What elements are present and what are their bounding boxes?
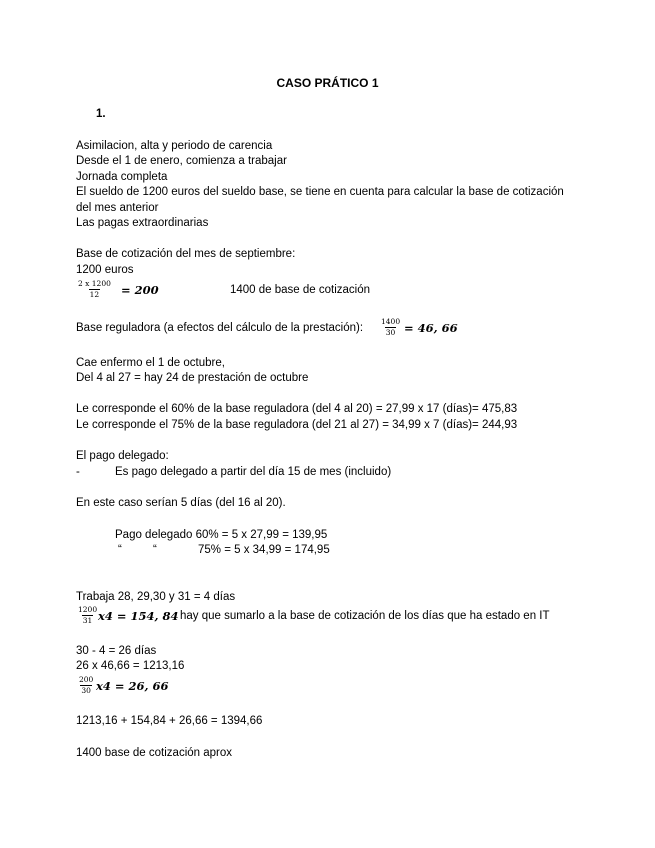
work-expression: x4 = 154, 84: [98, 609, 179, 623]
delegated-case: En este caso serían 5 días (del 16 al 20).: [76, 497, 286, 509]
intro-line: Asimilacion, alta y periodo de carencia: [76, 140, 273, 152]
fraction-denominator: 12: [89, 290, 100, 299]
bullet-dash: -: [76, 466, 80, 478]
days-line: 26 x 46,66 = 1213,16: [76, 660, 185, 672]
fraction-1200-31: [77, 606, 98, 625]
work-line: Trabaja 28, 29,30 y 31 = 4 días: [76, 591, 236, 603]
base-reguladora-text: Base reguladora (a efectos del cálculo de la prestación):: [76, 322, 364, 334]
fraction-numerator: 2 x 1200: [78, 279, 111, 288]
intro-line: Desde el 1 de enero, comienza a trabajar: [76, 155, 287, 167]
bullet-text: Es pago delegado a partir del día 15 de mes (incluido): [115, 466, 392, 478]
delegated-line: Pago delegado 60% = 5 x 27,99 = 139,95: [115, 529, 328, 541]
fraction-numerator: 1400: [381, 317, 401, 326]
illness-line: Del 4 al 27 = hay 24 de prestación de octubre: [76, 372, 309, 384]
fraction-denominator: 31: [82, 616, 93, 625]
item-number: 1.: [96, 108, 106, 120]
intro-line: El sueldo de 1200 euros del sueldo base, se tiene en cuenta para calcular la base de cotización: [76, 186, 564, 198]
delegated-line: 75% = 5 x 34,99 = 174,95: [198, 544, 330, 556]
intro-line: Las pagas extraordinarias: [76, 217, 209, 229]
days-line: 30 - 4 = 26 días: [76, 645, 157, 657]
fraction-2x1200-12: [77, 280, 112, 299]
base-sept-amount: 1200 euros: [76, 264, 134, 276]
fraction-1400-30: [380, 318, 401, 337]
fraction-result: = 200: [121, 283, 159, 297]
work-note: hay que sumarlo a la base de cotización de los días que ha estado en IT: [180, 610, 550, 622]
ditto-mark: “: [118, 544, 122, 556]
ditto-mark: “: [153, 544, 157, 556]
percent-line: Le corresponde el 75% de la base reguladora (del 21 al 27) = 34,99 x 7 (días)= 244,93: [76, 419, 518, 431]
days-expression: x4 = 26, 66: [96, 679, 169, 693]
fraction-200-30: [78, 676, 94, 695]
page-title: CASO PRÁTICO 1: [276, 76, 379, 90]
fraction-numerator: 200: [79, 675, 94, 684]
delegated-heading: El pago delegado:: [76, 450, 169, 462]
approx-line: 1400 base de cotización aprox: [76, 747, 232, 759]
fraction-denominator: 30: [385, 328, 396, 337]
percent-line: Le corresponde el 60% de la base reguladora (del 4 al 20) = 27,99 x 17 (días)= 475,83: [76, 403, 518, 415]
fraction-numerator: 1200: [78, 605, 98, 614]
base-sept-heading: Base de cotización del mes de septiembre:: [76, 248, 296, 260]
total-line: 1213,16 + 154,84 + 26,66 = 1394,66: [76, 715, 263, 727]
intro-line: Jornada completa: [76, 171, 168, 183]
fraction-denominator: 30: [81, 686, 91, 695]
base-sept-note: 1400 de base de cotización: [230, 284, 371, 296]
intro-line: del mes anterior: [76, 202, 159, 214]
base-reguladora-result: = 46, 66: [404, 321, 458, 335]
illness-line: Cae enfermo el 1 de octubre,: [76, 357, 225, 369]
